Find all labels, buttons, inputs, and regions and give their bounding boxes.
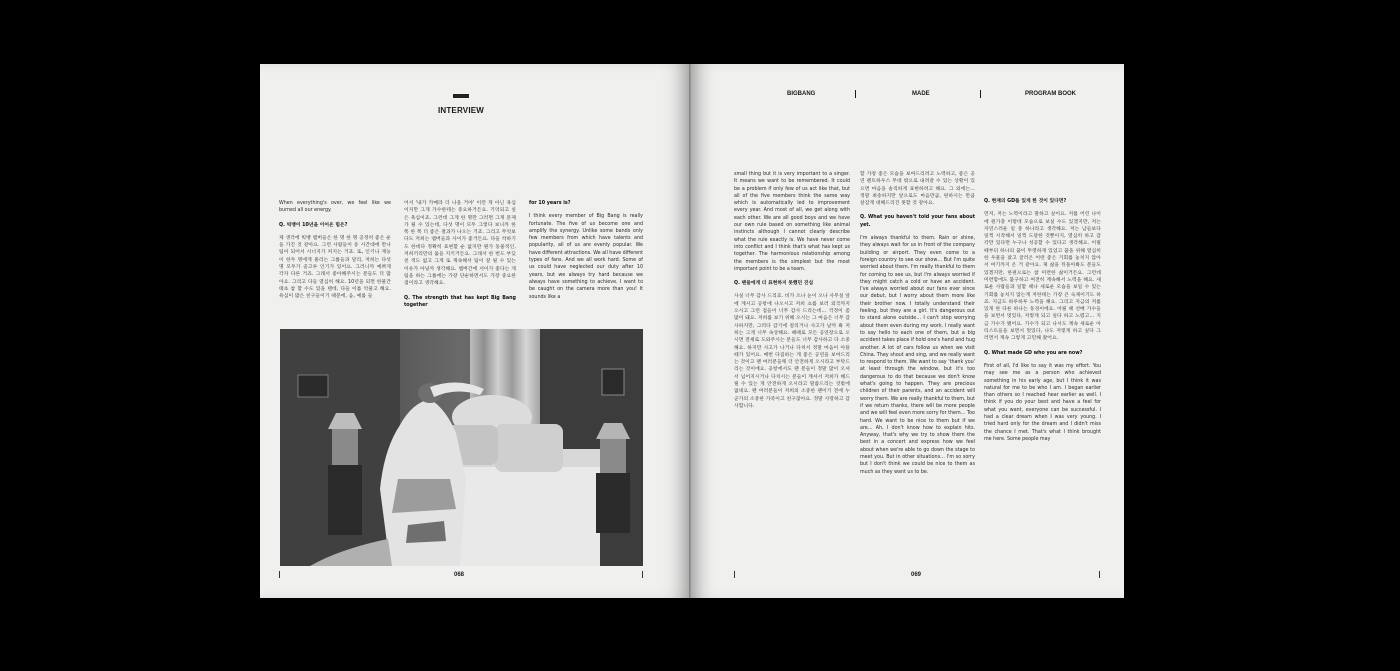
right-column-3 <box>984 198 1101 450</box>
intro-text: When everything's over, we feel like we burned all our energy. <box>279 201 391 214</box>
answer-text: I'm always thankful to them. Rain or shine, they always wait for us in front of the company building or airport. They even come to a foreign country to see our show… But I'm quite worried about them. I'm really thankful to them for coming to see us, but I'm always worried if they might catch a cold or have an accident. I've always worried about our fans ever since our debut, but I worry about them more like their brother now. I totally understand their feeling, but they are a girl. It's dangerous out to stand alone outside… I can't stop worrying about them even during my work. I really want to say hello to each one of them, but a big accident takes place if hold one's hand and hug another. A lot of cars follow us when we visit China. They shout and sing, and we really want to respond to them. We want to say 'thank you' at least through the window, but it's too dangerous to do that because we don't know what's going to happen. They are precious children of their parents, and an accident will worry them. We are really thankful to them, but if we return thanks, there will be more people and we will feel even more sorry for them… Too hard. We want to be nice to them but if we are… Ah, I don't know how to explain hits. Anyway, that's why we try to show them the best in a concert and express how we feel about when we're able to go down the stage to meet you. But in other situations… I'm so sorry but I don't think we could be nice to them as much as they want us to be. <box>860 236 975 475</box>
left-page <box>260 64 690 598</box>
folio-tick-right <box>1099 571 1100 578</box>
right-column-2 <box>860 171 975 483</box>
right-column-1 <box>734 171 850 417</box>
left-column-3 <box>529 200 643 308</box>
photo-illustration <box>280 329 643 566</box>
answer-text: 사실 너무 감사 드리죠. 비가 오나 눈이 오나 사무실 앞에 계시고 공항에 나오시고 저희 쇼를 보러 외국까지 오시고 그런 점들이 너무 감사 드리는데… 걱정이 좀 많이 돼요. 저희를 보기 위해 오시는 그 마음은 너무 감사하지만, 그러다 감기에 걸리거나 사고가 날까 봐 저희는 그게 너무 속상해요. 때때로 모든 공연장으로 오시면 전세로 도와주시는 분들도 너무 감사하고 다 소중해요. 하지만 사고가 나거나 다쳐서 정말 마음이 아플 때가 있어요. 매번 다짐하는 게 좋은 공연을 보여드리는 것이고 팬 여러분들께 더 안전하게 오시라고 부탁드리는 것이에요. 공항에서도 팬 분들이 정말 많이 오셔서 넘어지시거나 다치시는 분들이 계셔서 저희가 해드릴 수 있는 게 안전하게 오시라고 말씀드리는 것밖에 없네요. 팬 여러분들이 저희의 소중한 팬이기 전에 누군가의 소중한 가족이고 친구잖아요. 정말 사랑하고 감사합니다. <box>734 294 850 409</box>
question-heading: Q. The strength that has kept Big Bang together <box>404 295 516 308</box>
page-number: 069 <box>911 572 922 578</box>
header-title: MADE <box>912 91 930 97</box>
section-marker-bar <box>453 94 469 98</box>
folio-tick-left <box>279 571 280 578</box>
answer-text: 어서 '내가 카메라 더 나올 거야' 이런 게 아닌 욕심이지만 그게 가수한테는 중요하거든요. 기억되고 싶은 욕심이죠. 그런데 그게 한 명만 그러면 그게 문제가 될 수 있는데, 다섯 명이 모두 그렇다 보니까 한 쪽 한 쪽 더 좋은 결과가 나오는 거죠. 그리고 무엇보다도 저희는 멤버들과 사이가 좋거든요. 다들 착하기도 한데다 정확히 표현할 순 없지만 뭔가 동물적인, 저희끼리만의 룰을 지키거든요. 그래서 한 번도 부딪친 적도 없고 그게 또 계속해서 팀이 잘 될 수 있는 이유가 아닐까 생각해요. 멤버간에 서이가 좋다는 게 팀을 하는 그룹에는 가장 단순하면서도 가장 중요한 점이라고 생각해요. <box>404 201 516 287</box>
page-number: 068 <box>454 572 465 578</box>
question-heading: Q. What made GD who you are now? <box>984 350 1083 356</box>
question-heading: Q. 빅뱅이 10년을 이어온 힘은? <box>279 222 348 228</box>
header-divider <box>855 90 856 98</box>
portrait-photo <box>280 329 643 566</box>
answer-text: 먼저, 저는 노력이라고 말하고 싶어요. 저를 어린 나이에 원가충 이렇데 모습으로 보실 수도 있겠지만, 저는 자연스러운 일 중 하나라고 생각해요. 저는 남들보다 일찍 시작해서 일찍 도달한 것뿐이지, 열심히 하고 감각만 있다면 누구나 성공할 수 있다고 생각해요. 어릴 때부터 하나의 꿈이 뚜렷하게 있었고 꿈을 위해 열심히 한 우물을 팠고 굴러온 어떤 좋은 기회를 놓치지 않아서 여기까지 온 거 같아요. 제 삶을 뒤돌아봐도 분들도 있겠지만, 한편으로는 참 미련한 삶이거든요. 그런데 미련함에도 불구하고 여전히 계속해서 노력을 해요. 새로운 사람들과 일할 때나 새로운 모습을 보일 수 있는 기회를 놓치지 않는게 저한테는 가장 큰 숙제이기도 하죠. 지금도 하루하루 노력을 해요. 그리고 지금의 저를 있게 한 다른 하나는 동경이에요. 어릴 때 선배 가수들을 보면서 멋있다, 저렇게 되고 싶다 하고 노렸고… 지금 가수가 됐어요. 가수가 되고 나서도 계속 새로운 아티스트들을 보면서 멋있다, 나도 저렇게 하고 싶다 그러면서 계속 그렇게 고민해 왔어요. <box>984 212 1101 342</box>
answer-text: 제 생각에 빅뱅 멤버들은 한 명 한 명 공정히 좋은 운을 가진 것 같아요. 그런 사람들이 동 시간대에 만나 팀이 되어서 시너지가 커지는 거죠. 또, 인기나 재능이 한두 명에게 몰리는 그룹들과 달리, 저희는 다섯 명 모두가 골고루 인기가 있어요. 그러니까 예쁘게 각자 다른 거죠. 그래서 좋아해주시는 분들도 더 많아요. 그리고 다들 열심히 해요. 10년을 되면 한물간 태초 참 할 수도 있을 텐데, 다들 이를 악물고 해요. 욕심이 많은 친구들이기 때문에, 음, 예를 들 <box>279 235 391 300</box>
folio-tick-right <box>642 571 643 578</box>
header-divider <box>980 90 981 98</box>
answer-text: First of all, I'd like to say it was my effort. You may see me as a person who achieved something in his early age, but I think it was natural for me to be who I am. I began earlier than others so I reached hear earlier as well. I think if you do your best and have a feel for what you want, everyone can be successful. I had a clear dream when I was very young. I tried hard only for the dream and I didn't miss the chance I met. That's what I think brought me here. Some people may <box>984 363 1101 442</box>
right-page <box>692 64 1124 598</box>
folio-tick-left <box>734 571 735 578</box>
answer-text: 할 가장 좋은 모습을 보여드리려고 노력하고, 좋은 공연 펜트하우스 무대 밖으로 내려갈 수 있는 상황이 있으면 마음을 솔직하게 표현하려고 해요. 그 외에는… 정말 최송하지만 앞으로도 마음만큼, 편하시는 만큼 살갑게 대해드리진 못할 것 같아요. <box>860 172 975 207</box>
question-heading: Q. 현재의 GD를 있게 한 것이 있다면? <box>984 199 1067 204</box>
answer-text: I think every member of Big Bang is really fortunate. The five of us become one and amplify the synergy. Unlike some bands only few members from which have talents and popularity, all of us are evenly popular. We have different attractions. We all have different types of fans. And we all work hard. Some of us could have neglected our duty after 10 years, but we always try hard because we always have something to achieve. I want to be caught on the camera more than you! It sounds like a <box>529 214 643 300</box>
left-column-1 <box>279 200 391 308</box>
answer-text: small thing but it is very important to a singer. It means we want to be remembered. It could be a problem if only few of us act like that, but all of the five members think the same way which is automatically led to improvement every year. And most of all, we get along with each other. We are all good boys and we have our own rule based on something like animal instincts although I cannot clearly describe what the rule exactly is. We have never come into conflict and I think that's what has kept us together. The harmonious relationship among the members is the simplest but the most important point to be a team. <box>734 172 850 272</box>
section-title: INTERVIEW <box>437 106 485 115</box>
question-heading: Q. What you haven't told your fans about yet. <box>860 215 975 228</box>
question-heading-continued: for 10 years is? <box>529 201 571 206</box>
header-brand: BIGBANG <box>787 91 816 97</box>
question-heading: Q. 팬들에게 더 표현하지 못했던 진심 <box>734 281 814 287</box>
header-subtitle: PROGRAM BOOK <box>1025 91 1076 97</box>
left-column-2 <box>404 200 516 315</box>
